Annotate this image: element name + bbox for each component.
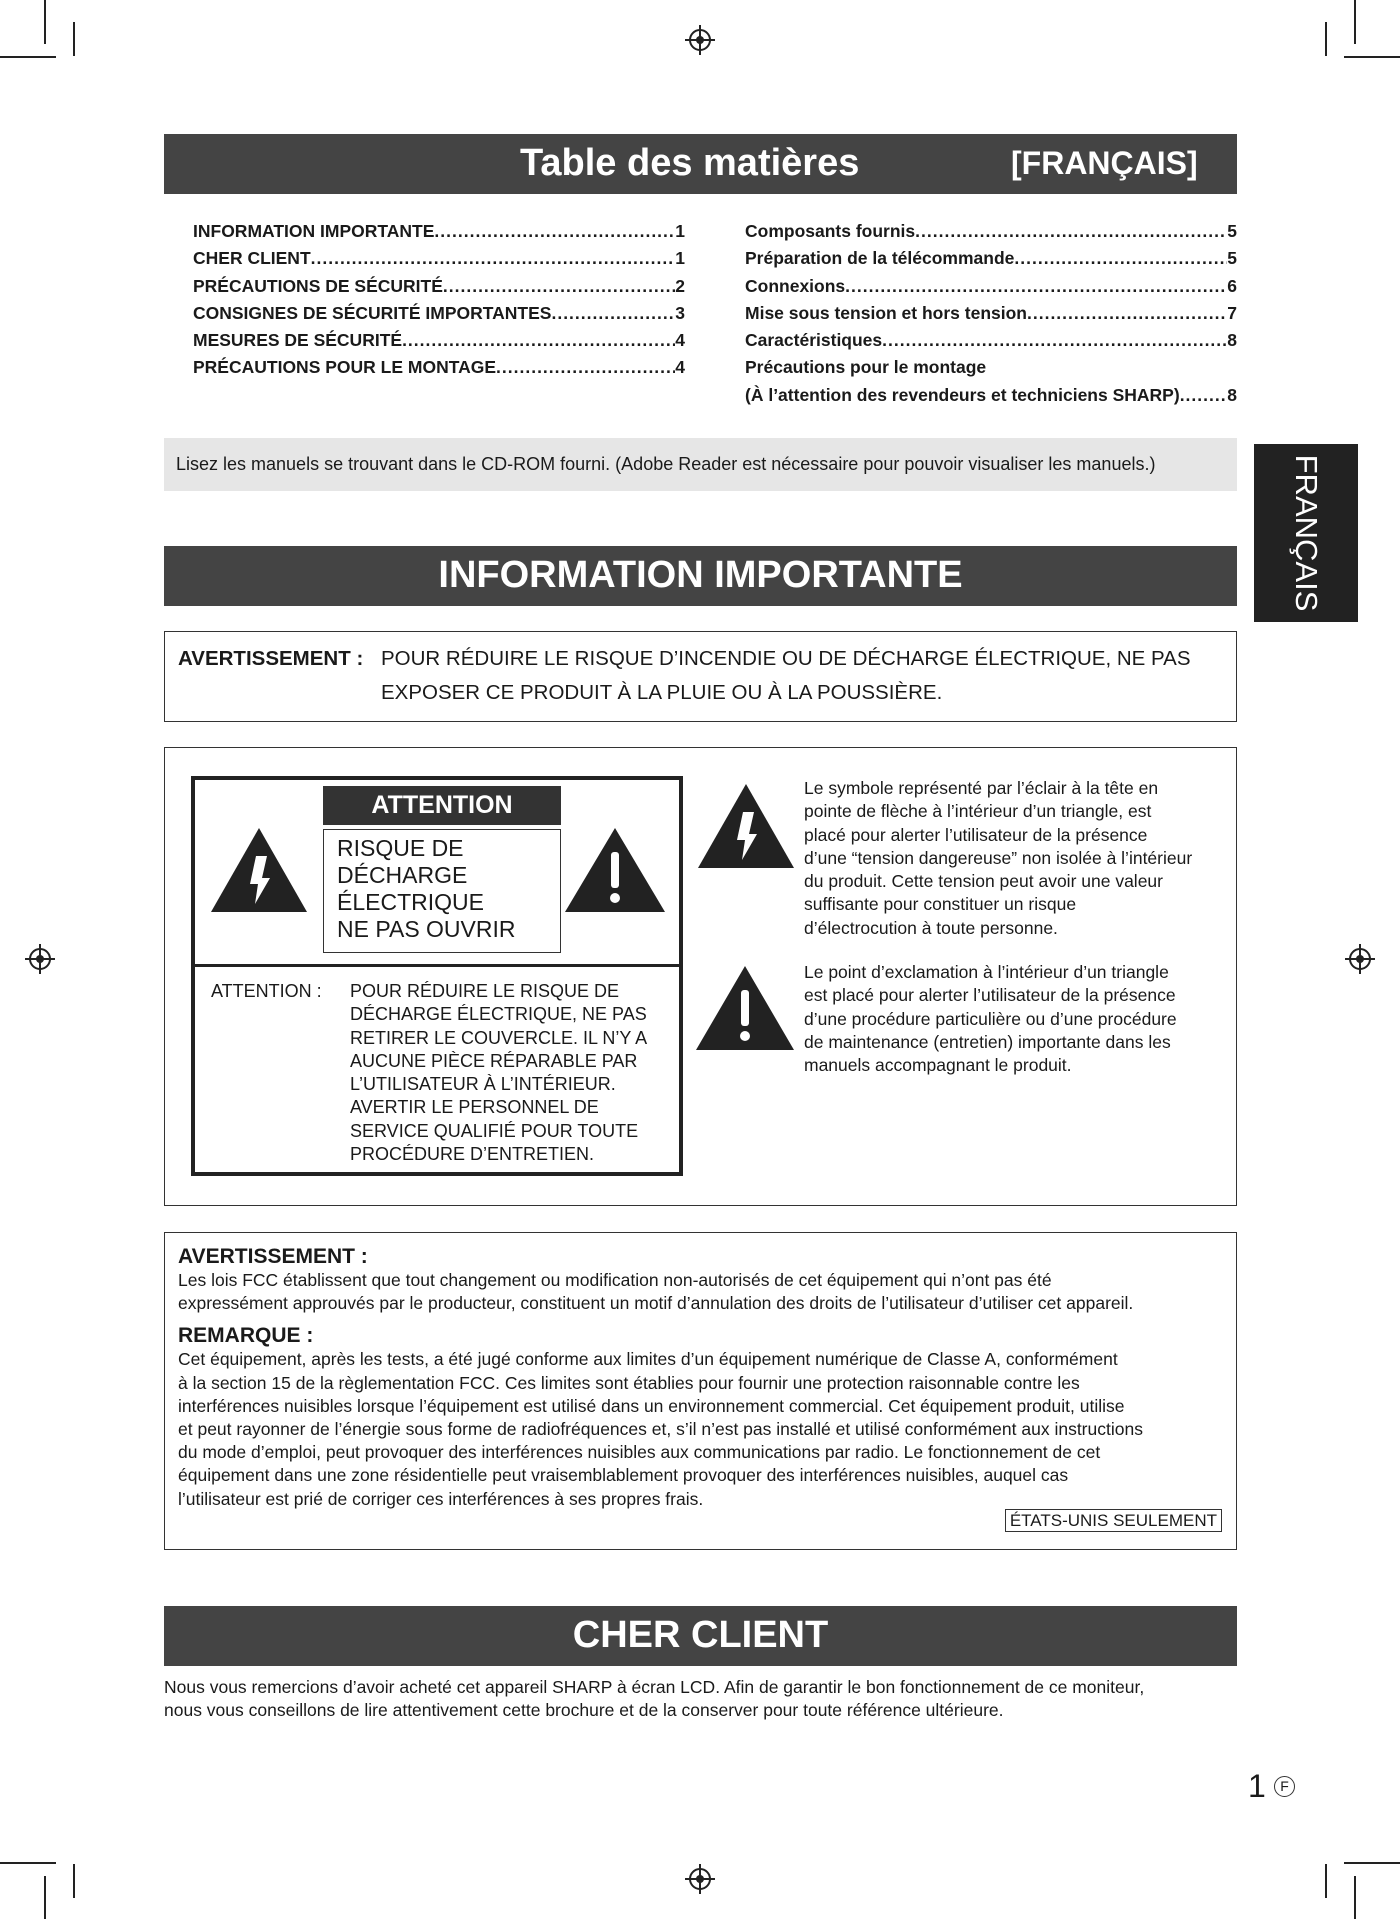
- toc-entry[interactable]: Connexions ..... 6: [745, 273, 1237, 300]
- attention-title: ATTENTION: [323, 786, 561, 825]
- toc-entry[interactable]: CHER CLIENT ..... 1: [193, 245, 685, 272]
- section-header-important: [164, 546, 1237, 606]
- crop-mark: [44, 1876, 46, 1919]
- crop-mark: [73, 1864, 75, 1898]
- toc-entry[interactable]: Préparation de la télécommande ..... 5: [745, 245, 1237, 272]
- crop-mark: [1344, 1862, 1400, 1864]
- warning-label: AVERTISSEMENT :: [178, 647, 364, 670]
- toc-right-column: [745, 218, 1237, 409]
- section-title: INFORMATION IMPORTANTE: [438, 554, 963, 596]
- warning-text-line: POUR RÉDUIRE LE RISQUE D’INCENDIE OU DE DÉCHARGE ÉLECTRIQUE, NE PAS: [381, 647, 1191, 670]
- customer-text: Nous vous remercions d’avoir acheté cet appareil SHARP à écran LCD. Afin de garantir le bon fonctionnement de ce moniteur, nous vous conseillons de lire attentivement cette brochure et de la conserver pour toute référence ultérieure.: [164, 1677, 1145, 1721]
- toc-entry[interactable]: INFORMATION IMPORTANTE ..... 1: [193, 218, 685, 245]
- crop-mark: [0, 56, 56, 58]
- caution-label-panel: [191, 776, 683, 1176]
- risk-box: [323, 829, 561, 953]
- risk-line: ÉLECTRIQUE: [337, 889, 484, 915]
- section-title: CHER CLIENT: [572, 1614, 829, 1656]
- side-tab-label: FRANÇAIS: [1289, 454, 1324, 612]
- toc-entry[interactable]: Caractéristiques ..... 8: [745, 327, 1237, 354]
- cd-rom-note: Lisez les manuels se trouvant dans le CD-ROM fourni. (Adobe Reader est nécessaire pour pouvoir visualiser les manuels.): [164, 438, 1237, 491]
- crop-mark: [1344, 56, 1400, 58]
- fcc-note-line: à la section 15 de la règlementation FCC. Ces limites sont établies pour fournir une protection raisonnable contre les: [178, 1372, 1080, 1393]
- section-header-customer: [164, 1606, 1237, 1666]
- exclamation-description: Le point d’exclamation à l’intérieur d’un triangle est placé pour alerter l’utilisateur de la présence d’une procédure particulière ou d’une procédure de maintenance (entretien) importante dans les manuels accompagnant le produit.: [804, 962, 1177, 1076]
- toc-entry[interactable]: Composants fournis ..... 5: [745, 218, 1237, 245]
- fcc-note-line: et peut rayonner de l’énergie sous forme de radiofréquences et, s’il n’est pas installé et utilisé conformément aux instructions: [178, 1419, 1143, 1440]
- registration-mark-icon: [1349, 948, 1371, 970]
- lightning-triangle-icon: [209, 826, 309, 914]
- fcc-note-line: équipement dans une zone résidentielle peut vraisemblablement provoquer des interférences nuisibles, auquel cas: [178, 1465, 1069, 1486]
- toc-entry[interactable]: CONSIGNES DE SÉCURITÉ IMPORTANTES ..... 3: [193, 300, 685, 327]
- fcc-note-line: Cet équipement, après les tests, a été jugé conforme aux limites d’un équipement numérique de Classe A, conformément: [178, 1349, 1118, 1370]
- language-side-tab: [1254, 444, 1358, 622]
- crop-mark: [0, 1862, 56, 1864]
- registration-mark-icon: [689, 29, 711, 51]
- crop-mark: [1325, 22, 1327, 56]
- registration-mark-icon: [689, 1868, 711, 1890]
- exclamation-triangle-icon: [694, 964, 796, 1052]
- attention-label: ATTENTION :: [211, 981, 322, 1001]
- registration-mark-icon: [29, 948, 51, 970]
- crop-mark: [1325, 1864, 1327, 1898]
- usa-only-badge: ÉTATS-UNIS SEULEMENT: [1005, 1509, 1222, 1532]
- lightning-description: Le symbole représenté par l’éclair à la tête en pointe de flèche à l’intérieur d’un triangle, est placé pour alerter l’utilisateur de la présence d’une “tension dangereuse” non isolée à l’intérieur du produit. Cette tension peut avoir une valeur suffisante pour constituer un risque d’électrocution à toute personne.: [804, 778, 1193, 938]
- toc-entry[interactable]: PRÉCAUTIONS DE SÉCURITÉ ..... 2: [193, 273, 685, 300]
- fcc-note-line: l’utilisateur est prié de corriger ces interférences à ses propres frais.: [178, 1488, 704, 1509]
- toc-entry[interactable]: PRÉCAUTIONS POUR LE MONTAGE ..... 4: [193, 354, 685, 381]
- crop-mark: [1354, 1876, 1356, 1919]
- toc-entry[interactable]: MESURES DE SÉCURITÉ ..... 4: [193, 327, 685, 354]
- crop-mark: [1354, 0, 1356, 44]
- attention-text: POUR RÉDUIRE LE RISQUE DE DÉCHARGE ÉLECTRIQUE, NE PAS RETIRER LE COUVERCLE. IL N’Y A AUCUNE PIÈCE RÉPARABLE PAR L’UTILISATEUR À L’INTÉRIEUR. AVERTIR LE PERSONNEL DE SERVICE QUALIFIÉ POUR TOUTE PROCÉDURE D’ENTRETIEN.: [350, 981, 648, 1165]
- crop-mark: [73, 22, 75, 56]
- lightning-triangle-icon: [696, 782, 796, 870]
- risk-line: DÉCHARGE: [337, 862, 468, 888]
- fcc-note-line: interférences nuisibles lorsque l’équipement est utilisé dans un environnement commercial. Cet équipement produit, utilise: [178, 1395, 1125, 1416]
- warning-text-line: EXPOSER CE PRODUIT À LA PLUIE OU À LA POUSSIÈRE.: [381, 681, 943, 704]
- warning-box: [164, 631, 1237, 722]
- fcc-warning-line: Les lois FCC établissent que tout changement ou modification non-autorisés de cet équipement qui n’ont pas été: [178, 1270, 1052, 1290]
- toc-title: Table des matières: [520, 142, 860, 184]
- crop-mark: [44, 0, 46, 44]
- toc-language: [FRANÇAIS]: [1011, 145, 1198, 181]
- divider: [195, 964, 679, 967]
- toc-entry[interactable]: Mise sous tension et hors tension ..... 7: [745, 300, 1237, 327]
- exclamation-triangle-icon: [563, 826, 667, 914]
- fcc-notice-box: [164, 1232, 1237, 1550]
- toc-left-column: [193, 218, 685, 382]
- fcc-warning-line: expressément approuvés par le producteur, constituent un motif d’annulation des droits de l’utilisateur d’utiliser cet appareil.: [178, 1293, 1134, 1314]
- toc-entry[interactable]: (À l’attention des revendeurs et techniciens SHARP) ..... 8: [745, 382, 1237, 409]
- page-marker: F: [1274, 1776, 1295, 1797]
- risk-line: NE PAS OUVRIR: [337, 916, 516, 942]
- toc-entry[interactable]: Précautions pour le montage: [745, 357, 987, 378]
- page-number: 1: [1248, 1768, 1266, 1804]
- toc-header: [164, 134, 1237, 194]
- risk-line: RISQUE DE: [337, 835, 464, 861]
- fcc-warning-title: AVERTISSEMENT :: [178, 1245, 368, 1268]
- fcc-note-title: REMARQUE :: [178, 1324, 314, 1348]
- fcc-note-line: du mode d’emploi, peut provoquer des interférences nuisibles aux communications par radio. Le fonctionnement de cet: [178, 1442, 1101, 1463]
